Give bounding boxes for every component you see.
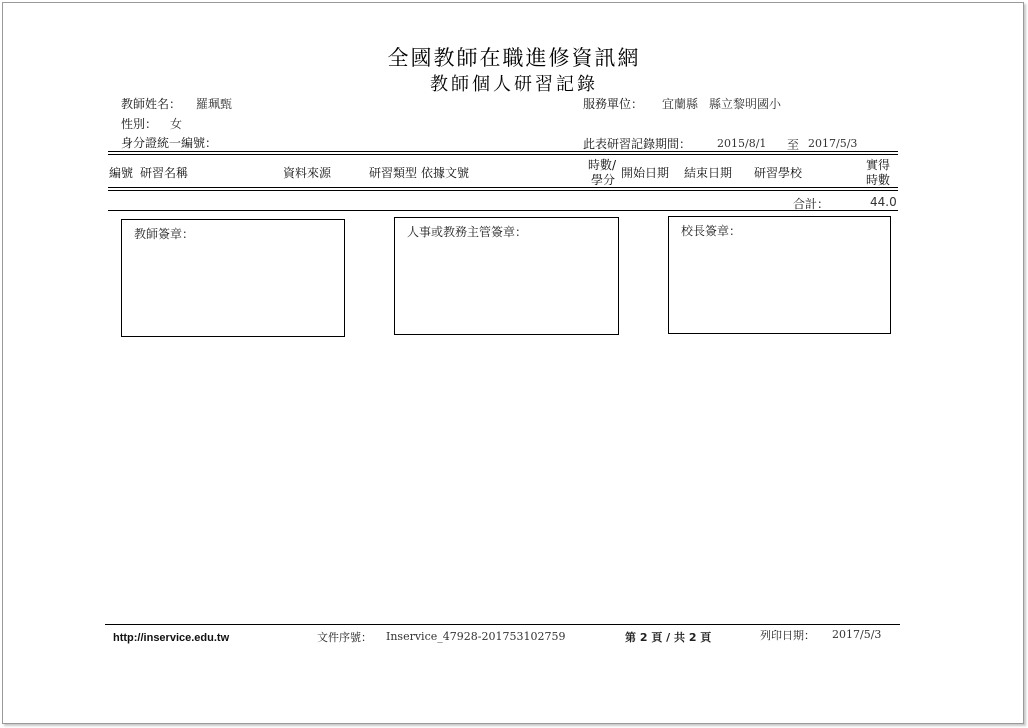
personnel-signature-label: 人事或教務主管簽章：: [407, 225, 528, 239]
col-actual-hours-line2: 時數: [866, 173, 891, 187]
teacher-name-label: 教師姓名：: [121, 97, 182, 111]
doc-serial-value: Inservice_47928-201753102759: [386, 630, 566, 643]
col-course-name: 研習名稱: [140, 166, 189, 180]
period-end: 2017/5/3: [808, 137, 858, 150]
col-school: 研習學校: [754, 166, 803, 180]
total-rule: [108, 210, 898, 211]
table-header-bottom-rule-2: [108, 190, 898, 191]
col-actual-hours-line1: 實得: [866, 158, 891, 172]
doc-serial-label: 文件序號：: [317, 631, 372, 644]
personnel-signature-box: [394, 217, 619, 335]
unit-school: 縣立黎明國小: [709, 97, 782, 111]
page-info: 第 2 頁 / 共 2 頁: [625, 631, 712, 644]
unit-county: 宜蘭縣: [662, 97, 699, 111]
col-hours-credits-line2: 學分: [591, 173, 616, 187]
document-subtitle: 教師個人研習記錄: [430, 74, 598, 95]
col-type: 研習類型: [369, 166, 418, 180]
period-label: 此表研習記錄期間：: [583, 137, 692, 151]
footer-rule: [105, 624, 900, 625]
print-date-label: 列印日期：: [760, 629, 815, 642]
col-doc-no: 依據文號: [421, 166, 470, 180]
table-header-bottom-rule: [108, 187, 898, 188]
table-top-rule: [108, 151, 898, 152]
period-start: 2015/8/1: [717, 137, 767, 150]
print-date-value: 2017/5/3: [832, 628, 882, 641]
period-to: 至: [787, 138, 800, 152]
teacher-name-value: 羅珮甄: [196, 97, 233, 111]
col-hours-credits-line1: 時數/: [588, 158, 617, 172]
teacher-signature-label: 教師簽章：: [134, 227, 195, 241]
gender-value: 女: [170, 117, 183, 131]
document-title: 全國教師在職進修資訊網: [387, 46, 641, 70]
col-number: 編號: [109, 166, 134, 180]
total-value: 44.0: [870, 195, 897, 209]
gender-label: 性別：: [121, 117, 158, 131]
total-label: 合計：: [793, 197, 830, 211]
teacher-signature-box: [121, 219, 345, 337]
unit-label: 服務單位：: [583, 97, 644, 111]
footer-url: http://inservice.edu.tw: [113, 632, 230, 644]
col-start-date: 開始日期: [621, 166, 670, 180]
col-end-date: 結束日期: [684, 166, 733, 180]
principal-signature-label: 校長簽章：: [681, 224, 742, 238]
id-number-label: 身分證統一編號：: [121, 136, 218, 150]
table-top-rule-2: [108, 154, 898, 155]
principal-signature-box: [668, 216, 891, 334]
col-source: 資料來源: [283, 166, 332, 180]
